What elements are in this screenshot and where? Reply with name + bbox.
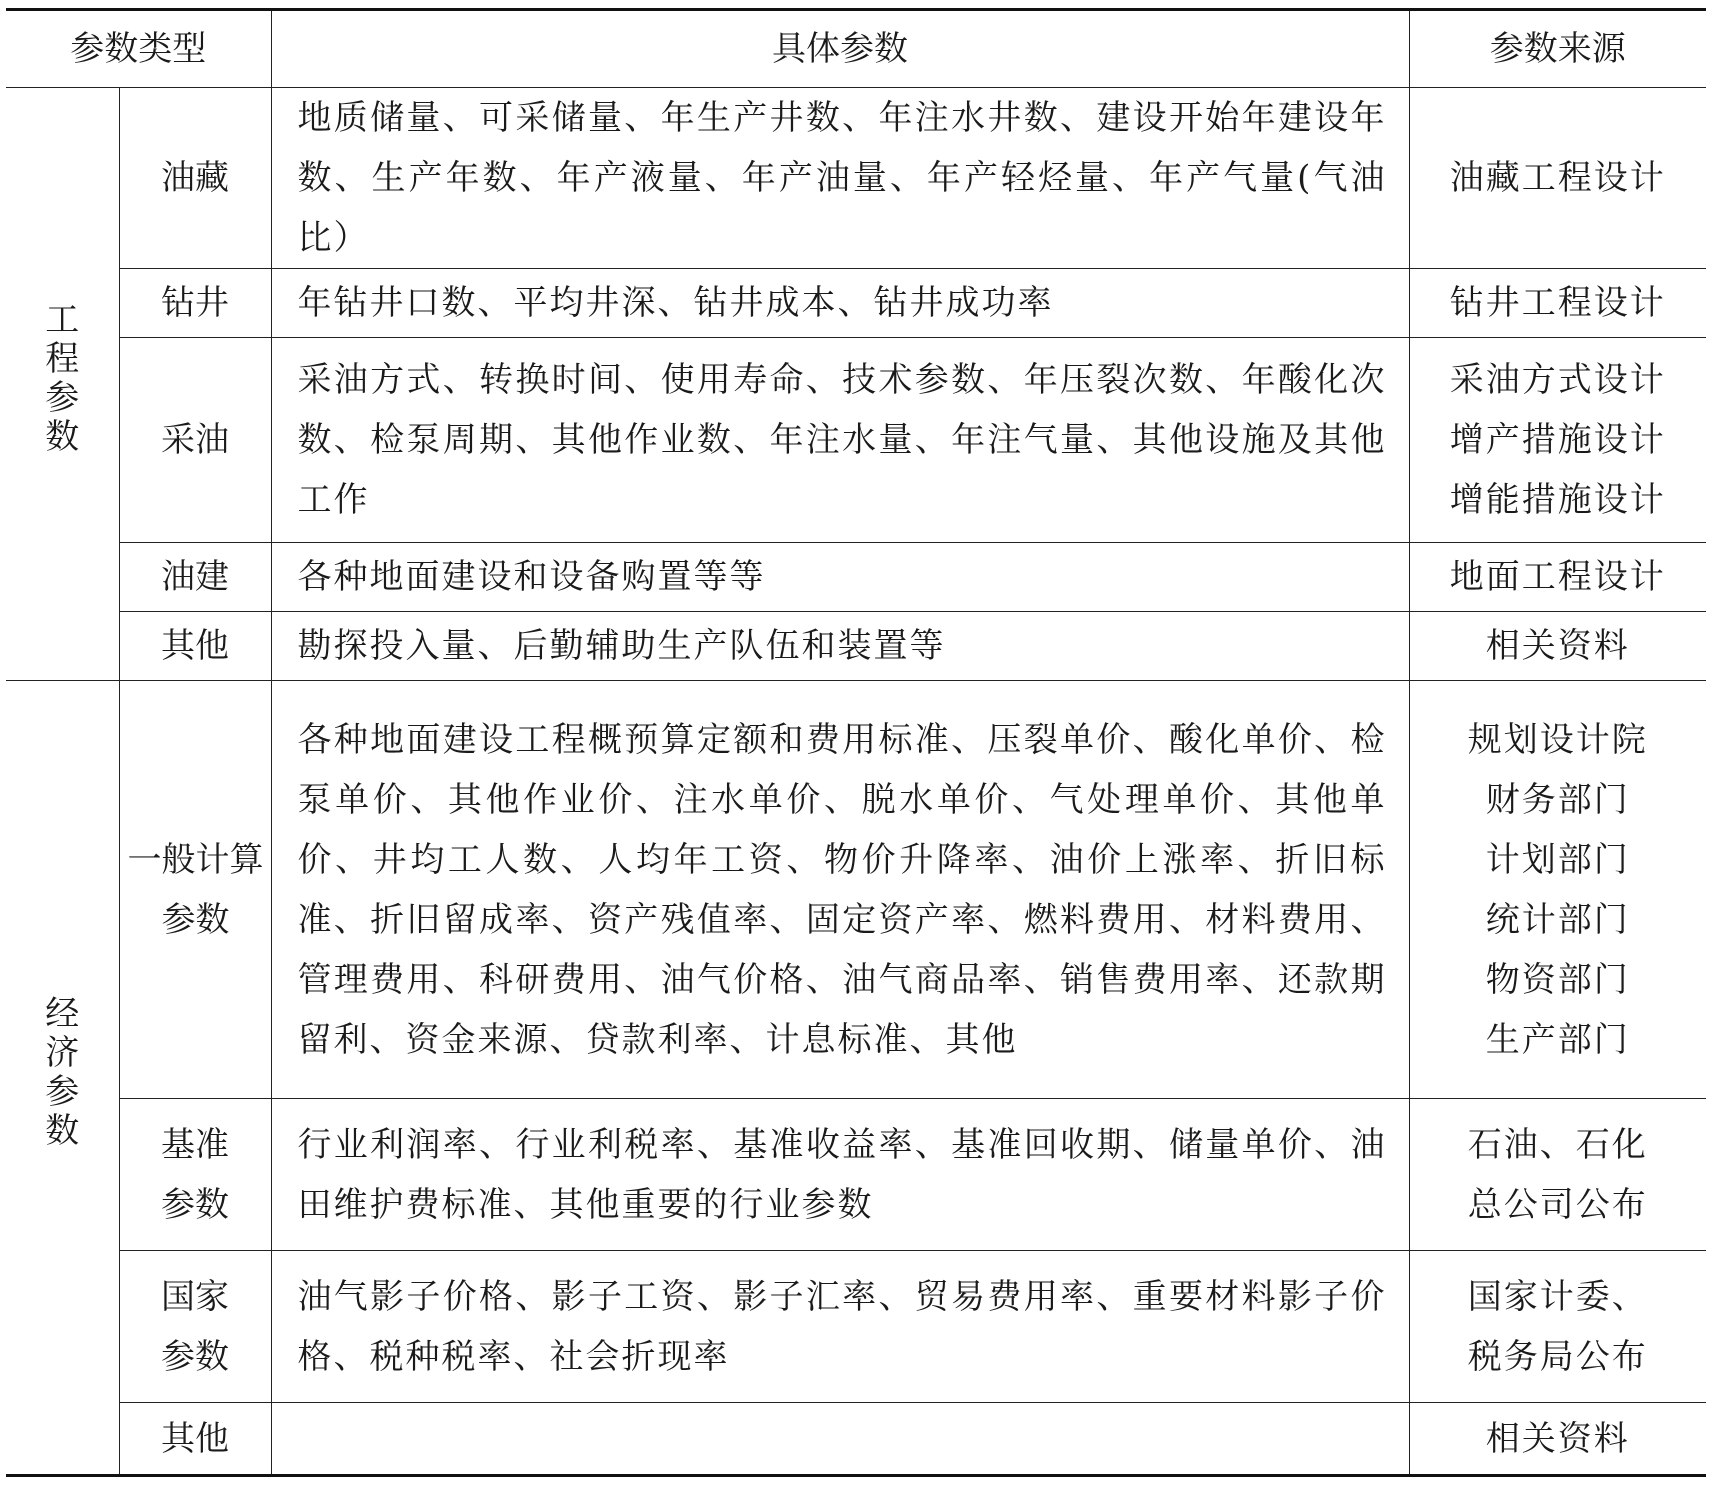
table-row: [6, 1099, 1706, 1251]
row-subtype: [119, 681, 271, 1099]
table-row: [6, 543, 1706, 612]
source-line: 相关资料: [1485, 626, 1630, 666]
source-line: 统计部门: [1485, 899, 1630, 940]
row-subtype: 采油: [119, 338, 271, 543]
row-subtype-label: 国家参数: [161, 1276, 229, 1377]
row-subtype: [119, 1251, 271, 1403]
row-subtype-label: 基准参数: [161, 1124, 229, 1225]
table-row: [6, 338, 1706, 543]
group-label-engineering: 工程参数: [6, 88, 119, 681]
source-line: 国家计委、: [1467, 1276, 1648, 1317]
row-subtype: 钻井: [119, 269, 271, 338]
source-line: 规划设计院: [1467, 719, 1648, 760]
row-source: [1409, 1403, 1706, 1476]
row-source: [1409, 338, 1706, 543]
row-subtype: 其他: [119, 612, 271, 681]
source-line: 采油方式设计: [1449, 360, 1666, 400]
source-line: 相关资料: [1485, 1418, 1630, 1459]
row-subtype: [119, 1099, 271, 1251]
header-param-detail: 具体参数: [271, 10, 1409, 88]
source-line: 物资部门: [1485, 959, 1630, 1000]
source-line: 财务部门: [1485, 779, 1630, 820]
source-line: 生产部门: [1485, 1019, 1630, 1060]
row-source: [1409, 1099, 1706, 1251]
table-row: [6, 1403, 1706, 1476]
source-line: 增产措施设计: [1449, 420, 1666, 460]
row-detail: 采油方式、转换时间、使用寿命、技术参数、年压裂次数、年酸化次数、检泵周期、其他作业数、年注水量、年注气量、其他设施及其他工作: [271, 338, 1409, 543]
row-subtype-label: 一般计算参数: [127, 839, 264, 940]
row-source: [1409, 681, 1706, 1099]
row-detail: 各种地面建设工程概预算定额和费用标准、压裂单价、酸化单价、检泵单价、其他作业价、注水单价、脱水单价、气处理单价、其他单价、井均工人数、人均年工资、物价升降率、油价上涨率、折旧标准、折旧留成率、资产残值率、固定资产率、燃料费用、材料费用、管理费用、科研费用、油气价格、油气商品率、销售费用率、还款期留利、资金来源、贷款利率、计息标准、其他: [271, 681, 1409, 1099]
header-row: [6, 10, 1706, 88]
header-param-source: 参数来源: [1409, 10, 1706, 88]
row-detail: 油气影子价格、影子工资、影子汇率、贸易费用率、重要材料影子价格、税种税率、社会折现率: [271, 1251, 1409, 1403]
row-subtype: 油建: [119, 543, 271, 612]
row-source: [1409, 88, 1706, 269]
table-row: [6, 1251, 1706, 1403]
row-source: [1409, 612, 1706, 681]
row-source: [1409, 543, 1706, 612]
row-detail: 年钻井口数、平均井深、钻井成本、钻井成功率: [271, 269, 1409, 338]
source-line: 增能措施设计: [1449, 480, 1666, 520]
table-row: [6, 612, 1706, 681]
parameter-table: [6, 8, 1706, 1477]
source-line: 地面工程设计: [1449, 557, 1666, 597]
row-detail: 各种地面建设和设备购置等等: [271, 543, 1409, 612]
source-line: 油藏工程设计: [1449, 158, 1666, 198]
row-detail: 地质储量、可采储量、年生产井数、年注水井数、建设开始年建设年数、生产年数、年产液量、年产油量、年产轻烃量、年产气量(气油比）: [271, 88, 1409, 269]
row-detail: [271, 1403, 1409, 1476]
table-row: [6, 269, 1706, 338]
header-param-type: 参数类型: [6, 10, 271, 88]
source-line: 石油、石化: [1467, 1124, 1648, 1165]
source-line: 税务局公布: [1467, 1336, 1648, 1377]
table-row: [6, 681, 1706, 1099]
row-detail: 行业利润率、行业利税率、基准收益率、基准回收期、储量单价、油田维护费标准、其他重要的行业参数: [271, 1099, 1409, 1251]
row-source: [1409, 1251, 1706, 1403]
source-line: 钻井工程设计: [1449, 283, 1666, 323]
group-label-economic: 经济参数: [6, 681, 119, 1476]
source-line: 总公司公布: [1467, 1184, 1648, 1225]
source-line: 计划部门: [1485, 839, 1630, 880]
row-source: [1409, 269, 1706, 338]
row-subtype: 油藏: [119, 88, 271, 269]
row-detail: 勘探投入量、后勤辅助生产队伍和装置等: [271, 612, 1409, 681]
row-subtype: 其他: [119, 1403, 271, 1476]
table-row: [6, 88, 1706, 269]
